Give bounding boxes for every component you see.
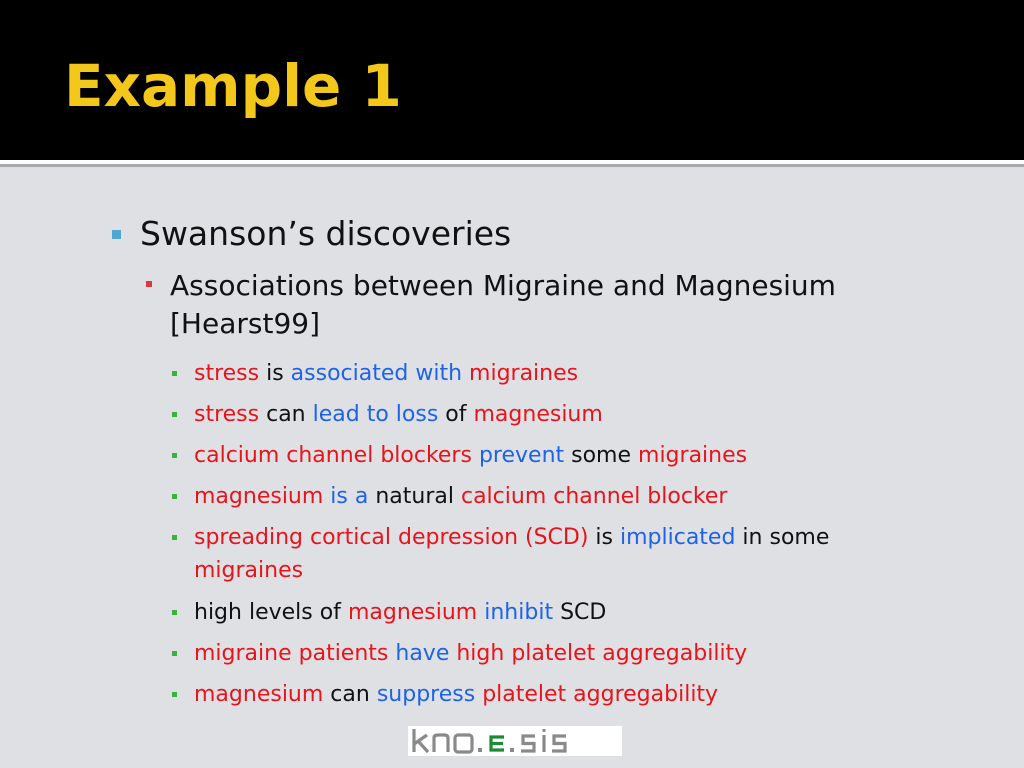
text-run-red: spreading cortical depression (SCD) [194,525,589,550]
bullet-level3-line [194,398,874,431]
text-run-red: platelet aggregability [482,682,719,707]
square-bullet-icon [172,692,177,697]
bullet-level3-text [194,357,874,390]
bullet-level2-line1: Associations between Migraine and Magnesium [170,269,836,302]
bullet-level3-line [194,596,874,629]
bullet-level3-line [194,357,874,390]
square-bullet-icon [172,494,177,499]
text-run-black: can [259,402,313,427]
text-run-red: migraines [638,443,748,468]
text-run-black: is [588,525,620,550]
square-bullet-icon [172,610,177,615]
text-run-blue: is a [323,484,369,509]
text-run-blue: lead to loss [312,402,439,427]
bullet-level3-text [194,521,874,587]
bullet-level3-line [194,554,874,587]
text-run-red: migraine patients [194,641,389,666]
text-run-black [472,443,479,468]
bullet-level3-text [194,678,874,711]
square-bullet-icon [146,281,152,287]
bullet-level1-text: Swanson’s discoveries [140,214,512,253]
text-run-blue: inhibit [484,600,554,625]
text-run-black: can [323,682,377,707]
bullet-level3-line [194,521,874,554]
bullet-level3-text [194,637,874,670]
knoesis-logo-icon [408,726,622,756]
text-run-black: of [438,402,474,427]
bullet-level3-text [194,596,874,629]
square-bullet-icon [172,453,177,458]
bullet-level3-line [194,637,874,670]
text-run-red: magnesium [347,600,478,625]
text-run-blue: have [395,641,450,666]
knoesis-logo [408,726,622,756]
text-run-red: magnesium [473,402,603,427]
bullet-level3-line [194,480,874,513]
text-run-blue: prevent [478,443,565,468]
text-run-black: in some [735,525,830,550]
bullet-level3-text [194,398,874,431]
text-run-red: stress [194,402,260,427]
text-run-blue: suppress [376,682,476,707]
text-run-red: high platelet aggregability [456,641,748,666]
text-run-black: natural [368,484,461,509]
bullet-level2-text [170,267,860,343]
bullet-level3-text [194,439,874,472]
text-run-red: migraines [194,558,304,583]
slide-title: Example 1 [64,52,402,120]
bullet-level3-line [194,439,874,472]
square-bullet-icon [172,651,177,656]
text-run-red: stress [194,361,260,386]
square-bullet-icon [172,371,177,376]
text-run-black: high levels of [194,600,348,625]
bullet-level3-line [194,678,874,711]
text-run-blue: implicated [620,525,736,550]
text-run-black: is [259,361,291,386]
text-run-red: calcium channel blocker [460,484,728,509]
square-bullet-icon [112,230,121,239]
bullet-level3-text [194,480,874,513]
text-run-red: magnesium [194,484,324,509]
text-run-blue: associated with [290,361,463,386]
bullet-level2-line2: [Hearst99] [170,307,320,340]
text-run-black: SCD [553,600,607,625]
text-run-black: some [564,443,639,468]
square-bullet-icon [172,412,177,417]
square-bullet-icon [172,535,177,540]
text-run-red: magnesium [194,682,324,707]
text-run-red: calcium channel blockers [194,443,472,468]
text-run-red: migraines [462,361,579,386]
